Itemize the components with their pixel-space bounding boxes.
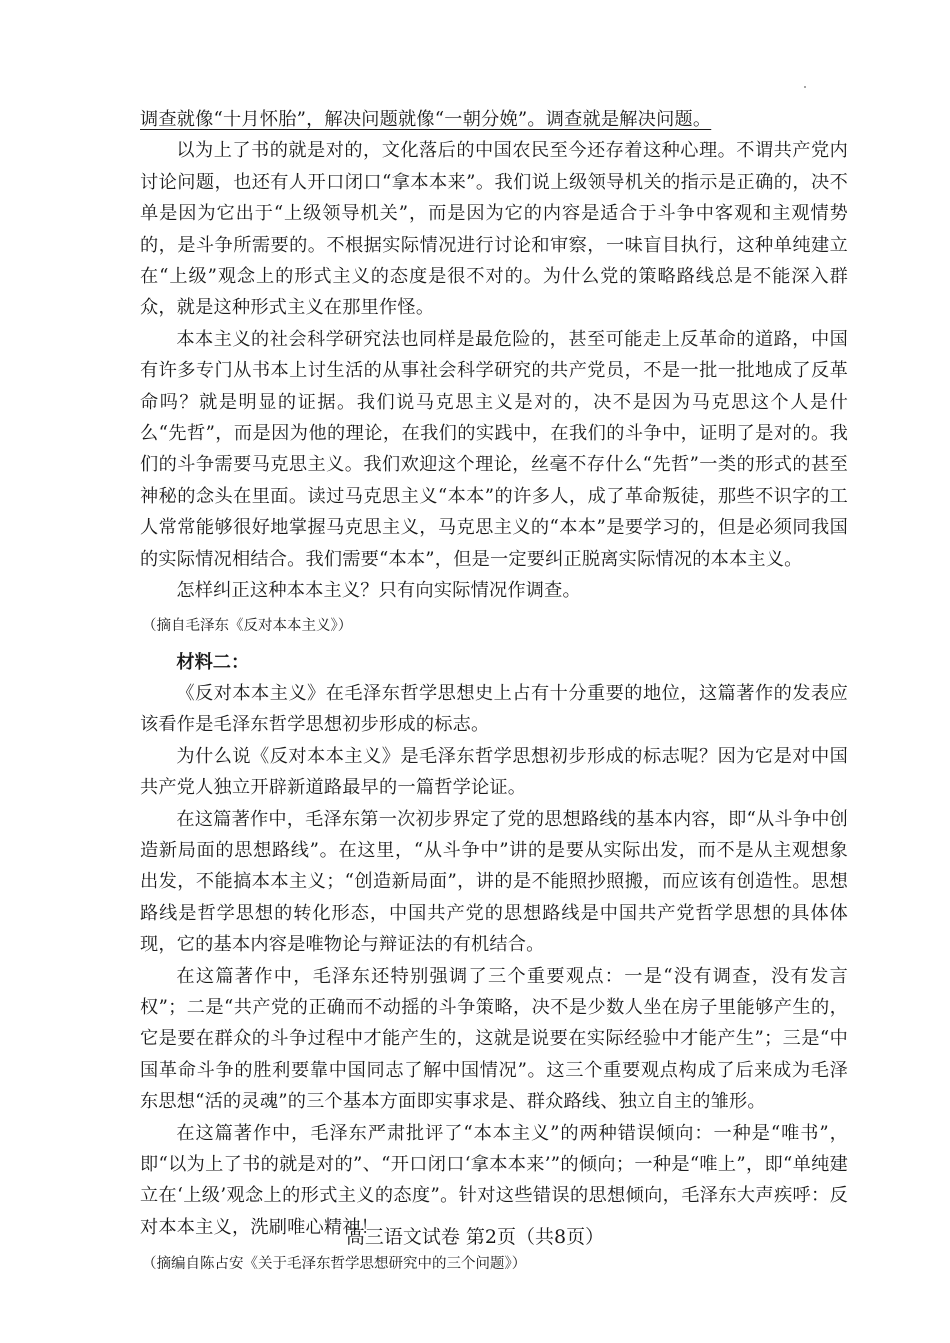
material1-paragraph-2: 本本主义的社会科学研究法也同样是最危险的，甚至可能走上反革命的道路，中国有许多专门从书本上讨生活的从事社会科学研究的共产党员，不是一批一批地成了反革命吗？就是明显的证据。我们说马克思主义是对的，决不是因为马克思这个人是什么“先哲”，而是因为他的理论，在我们的实践中，在我们的斗争中，证明了是对的。我们的斗争需要马克思主义。我们欢迎这个理论，丝毫不存什么“先哲”一类的形式的甚至神秘的念头在里面。读过马克思主义“本本”的许多人，成了革命叛徒，那些不识字的工人常常能够很好地掌握马克思主义，马克思主义的“本本”是要学习的，但是必须同我国的实际情况相结合。我们需要“本本”，但是一定要纠正脱离实际情况的本本主义。 bbox=[140, 328, 848, 570]
material2-paragraph-1: 《反对本本主义》在毛泽东哲学思想史上占有十分重要的地位，这篇著作的发表应该看作是毛泽东哲学思想初步形成的标志。 bbox=[140, 682, 848, 736]
material2-source: （摘编自陈占安《关于毛泽东哲学思想研究中的三个问题》） bbox=[142, 1256, 527, 1273]
scan-dot bbox=[804, 86, 806, 88]
material1-line1: 调查就像“十月怀胎”，解决问题就像“一朝分娩”。调查就是解决问题。 bbox=[140, 109, 712, 130]
document-body bbox=[140, 104, 848, 1277]
material1-source: （摘自毛泽东《反对本本主义》） bbox=[142, 617, 353, 634]
page-footer: 高三语文试卷 第2页（共8页） bbox=[345, 1226, 605, 1248]
material2-paragraph-3: 在这篇著作中，毛泽东第一次初步界定了党的思想路线的基本内容，即“从斗争中创造新局面的思想路线”。在这里，“从斗争中”讲的是要从实际出发，而不是从主观想象出发，不能搞本本主义；“创造新局面”，讲的是不能照抄照搬，而应该有创造性。思想路线是哲学思想的转化形态，中国共产党的思想路线是中国共产党哲学思想的具体体现，它的基本内容是唯物论与辩证法的有机结合。 bbox=[140, 808, 848, 956]
material2-paragraph-5: 在这篇著作中，毛泽东严肃批评了“本本主义”的两种错误倾向：一种是“唯书”，即“以为上了书的就是对的”、“开口闭口‘拿本本来’”的倾向；一种是“唯上”，即“单纯建立在‘上级’观念上的形式主义的态度”。针对这些错误的思想倾向，毛泽东大声疾呼：反对本本主义，洗刷唯心精神！ bbox=[140, 1122, 848, 1238]
material2-paragraph-4: 在这篇著作中，毛泽东还特别强调了三个重要观点：一是“没有调查，没有发言权”；二是“共产党的正确而不动摇的斗争策略，决不是少数人坐在房子里能够产生的，它是要在群众的斗争过程中才能产生的，这就是说要在实际经验中才能产生”；三是“中国革命斗争的胜利要靠中国同志了解中国情况”。这三个重要观点构成了后来成为毛泽东思想“活的灵魂”的三个基本方面即实事求是、群众路线、独立自主的雏形。 bbox=[140, 965, 848, 1113]
material2-heading: 材料二： bbox=[176, 651, 250, 673]
material2-paragraph-2: 为什么说《反对本本主义》是毛泽东哲学思想初步形成的标志呢？因为它是对中国共产党人独立开辟新道路最早的一篇哲学论证。 bbox=[140, 745, 848, 799]
material1-paragraph-1: 以为上了书的就是对的，文化落后的中国农民至今还存着这种心理。不谓共产党内讨论问题，也还有人开口闭口“拿本本来”。我们说上级领导机关的指示是正确的，决不单是因为它出于“上级领导机关”，而是因为它的内容是适合于斗争中客观和主观情势的，是斗争所需要的。不根据实际情况进行讨论和审察，一味盲目执行，这种单纯建立在“上级”观念上的形式主义的态度是很不对的。为什么党的策略路线总是不能深入群众，就是这种形式主义在那里作怪。 bbox=[140, 140, 848, 319]
material1-paragraph-3: 怎样纠正这种本本主义？只有向实际情况作调查。 bbox=[176, 580, 581, 602]
